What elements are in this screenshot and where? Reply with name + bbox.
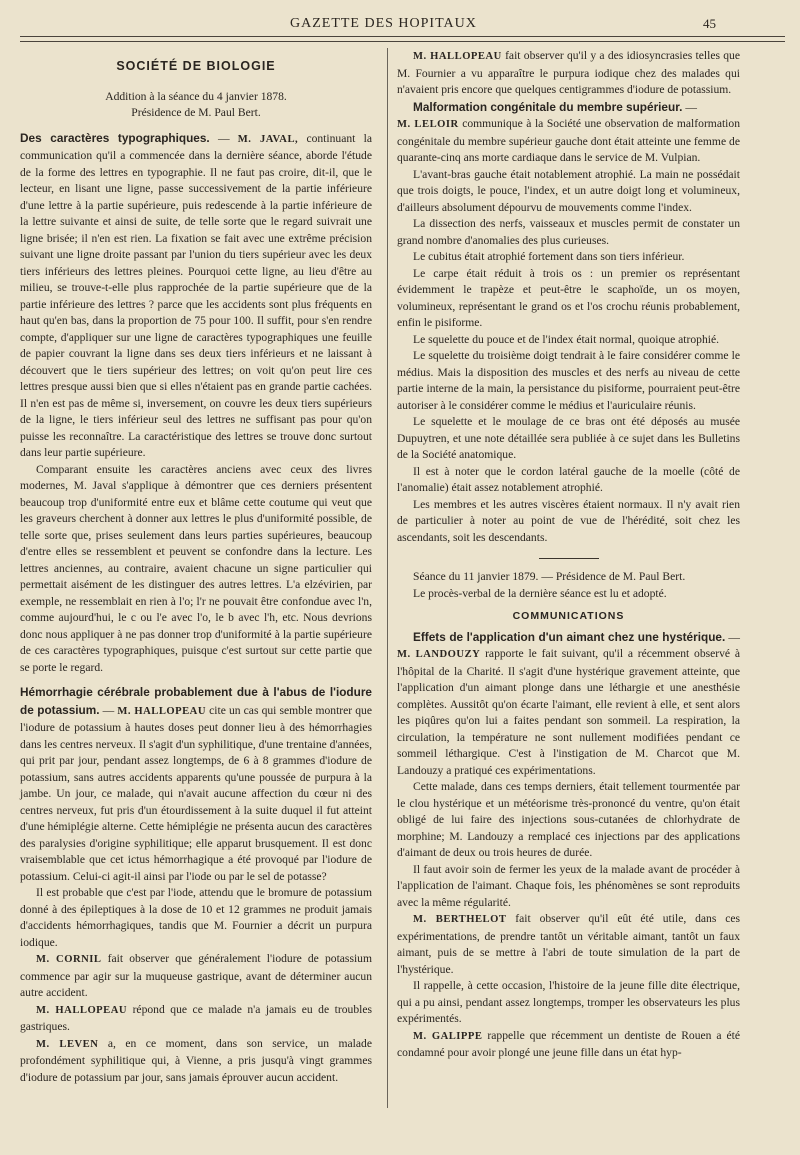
speaker-hallopeau: M. HALLOPEAU (117, 705, 206, 717)
section-title: SOCIÉTÉ DE BIOLOGIE (116, 59, 276, 73)
typo-paragraph-2: Comparant ensuite les caractères anciens avec ceux des livres modernes, M. Javal s'applique à démontrer que ces derniers présentent beaucoup trop d'uniformité entre eux et blâme cette coutume qui veut que les graveurs cherchent à donner aux lettres le plus d'uniformité possible, de telle sorte que, prises seulement dans leurs parties supérieures, beaucoup d'entre elles se ressemblent et peuvent se confondre dans la lecture. Les lettres anciennes, au contraire, avaient chacune un signe particulier qui permettait aisément de les distinguer des autres lettres. L'a elzévirien, par exemple, ne ressemblait en rien à l'o; l'r ne pouvait être confondue avec l'n, comme aujourd'hui, le c ou l'e avec l'o, le b avec l'h, etc. Nous devrions donc nous appliquer à ne pas donner trop d'uniformité à la partie supérieure de ces caractères typographiques, puisque c'est surtout sur cette partie que se porte le regard. (20, 462, 372, 674)
journal-title: GAZETTE DES HOPITAUX (290, 16, 477, 31)
hallopeau-reply (20, 1002, 372, 1036)
malformation-paragraph-3: La dissection des nerfs, vaisseaux et muscles permit de constater un grand nombre d'anomalies des plus curieuses. (397, 217, 740, 247)
aimant-heading-line: Effets de l'application d'un aimant chez une hystérique. — M. LANDOUZY rapporte le fait suivant, qu'il a récemment observé à l'hôpital de la Charité. Il s'agit d'une hystérique gravement atteinte, que l'application d'un aimant plonge dans une léthargie et une anesthésie complètes. Aussitôt qu'on écarte l'aimant, elle revient à elle, et sent alors les piqûres qu'on lui a faites pendant son sommeil. La respiration, la circulation, la température ne sont nullement modifiées pendant ce sommeil léthargique. C'est à l'instigation de M. Charcot que M. Landouzy a pratiqué ces expérimentations. (397, 629, 741, 777)
speaker-landouzy: M. LANDOUZY (397, 649, 481, 660)
speaker-berthelot: M. BERTHELOT (413, 914, 507, 925)
hemo-heading: Hémorrhagie cérébrale probablement due à l'abus de l'iodure de potassium. (20, 685, 372, 717)
section-separator (539, 558, 599, 559)
berthelot-remark (397, 911, 740, 978)
cornil-remark (20, 951, 372, 1002)
typo-paragraph-1: continuant la communication qu'il a commencée dans la dernière séance, aborde l'étude de la forme des lettres en typographie. Il ne faut pas croire, dit-il, que le lecteur, en lisant une ligne, passe successivement de la partie inférieure d'une lettre à la partie supérieure, puis redescende à la partie inférieure de la lettre suivante et ainsi de suite, de telle sorte que le regard suivrait une ligne brisée; il n'en est rien. La fixation se fait avec une extrême précision suivant une ligne droite passant par l'union du tiers supérieur avec les deux tiers inférieurs des lettres pleines. Pourquoi cette ligne, au lieu d'être au milieu, se trouve-t-elle plus rapprochée de la partie supérieure que de la partie inférieure des lettres ? parce que les accidents sont plus fréquents en haut qu'en bas, dans la proportion de 75 pour 100. Il suffit, pour s'en rendre compte, d'appliquer sur une ligne de caractères typographiques une feuille de papier couvrant la ligne dans ses deux tiers inférieurs et ne laissant à découvert que le tiers supérieur des lettres; on voit qu'on peut lire ces lettres presque aussi bien que si elles n'étaient pas en grande partie cachées. Il n'en est pas de même si, inversement, on couvre les deux tiers supérieurs de la ligne, le tiers inférieur seul des lettres ne suffisant pas pour qu'on puisse les reconnaître. La caractéristique des lettres se trouve donc surtout dans leur partie supérieure. (20, 131, 372, 459)
hallopeau-reply-text: répond que ce malade n'a jamais eu de troubles gastriques. (20, 1002, 372, 1033)
running-head (0, 10, 800, 38)
malformation-text-1: communique à la Société une observation de malformation congénitale du membre supérieur gauche dont était atteinte une femme de quarante-cinq ans morte cardiaque dans le service de M. Vulpian. (397, 117, 740, 164)
malformation-paragraph-9: Il est à noter que le cordon latéral gauche de la moelle (côté de l'anomalie) était assez notablement atrophié. (397, 464, 740, 494)
speaker-javal: M. JAVAL, (237, 133, 299, 145)
proces-verbal-line: Le procès-verbal de la dernière séance est lu et adopté. (413, 586, 667, 600)
galippe-text: rappelle que récemment un dentiste de Rouen a été condamné pour avoir plongé une jeune fille dans un état hyp- (397, 1028, 741, 1059)
article-typographie: Des caractères typographiques. — M. JAVAL, continuant la communication qu'il a commencée dans la dernière séance, aborde l'étude de la forme des lettres en typographie. Il ne faut pas croire, dit-il, que le lecteur, en lisant une ligne, passe successivement de la partie inférieure d'une lettre à la partie supérieure, puis redescende à la partie inférieure de la lettre suivante et ainsi de suite, de telle sorte que le regard suivrait une ligne brisée; il n'en est rien. La fixation se fait avec une extrême précision suivant une ligne droite passant par l'union du tiers supérieur avec les deux tiers inférieurs des lettres pleines. Pourquoi cette ligne, au lieu d'être au milieu, se trouve-t-elle plus rapprochée de la partie supérieure que de la partie inférieure des lettres ? parce que les accidents sont plus fréquents en haut qu'en bas, dans la proportion de 75 pour 100. Il suffit, pour s'en rendre compte, d'appliquer sur une ligne de caractères typographiques une feuille de papier couvrant la ligne dans ses deux tiers inférieurs et ne laissant à découvert que le tiers supérieur des lettres; on voit qu'on peut lire ces lettres presque aussi bien que si elles n'étaient pas en grande partie cachées. Il n'en est pas de même si, inversement, on couvre les deux tiers supérieurs de la ligne, le tiers inférieur seul des lettres ne suffisant pas pour qu'on puisse les reconnaître. La caractéristique des lettres se trouve donc surtout dans leur partie supérieure. (20, 130, 372, 459)
left-column (20, 48, 372, 1086)
malformation-heading-line: Malformation congénitale du membre supérieur. — (413, 99, 697, 114)
speaker-cornil: M. CORNIL (36, 954, 102, 965)
hallopeau-idiosyncrasies (397, 48, 740, 99)
malformation-paragraph-6: Le squelette du pouce et de l'index était normal, quoique atrophié. (413, 332, 720, 346)
malformation-paragraph-1 (397, 116, 740, 167)
typo-heading: Des caractères typographiques. (20, 130, 210, 145)
aimant-paragraph-3: Il faut avoir soin de fermer les yeux de la malade avant de procéder à l'application de l'aimant. Chaque fois, les phénomènes se sont reproduits avec la même régularité. (397, 862, 740, 909)
leven-remark (20, 1036, 372, 1087)
column-divider (387, 48, 388, 1108)
hallopeau-idiosyncrasies-text: fait observer qu'il y a des idiosyncrasies telles que M. Fournier a vu apparaître le purpura iodique chez des malades qui n'avaient pris encore que quelques centigrammes d'iodure de potassium. (397, 49, 741, 96)
hemo-paragraph-1: cite un cas qui semble montrer que l'iodure de potassium à hautes doses peut donner lieu à des hémorrhagies dans les centres nerveux. Il s'agit d'un syphilitique, d'une trentaine d'années, qui prit par jour, pendant assez longtemps, de 6 à 8 grammes d'iodure de potassium, sans autres accidents apparents qu'une poussée de purpura à la jambe. Un jour, ce malade, qui n'avait aucune affection du cœur ni des centres nerveux, fut pris d'un étourdissement à la suite duquel il fut atteint d'une hémiplégie alterne. Cette hémiplégie ne présenta aucun des caractères des paralysies d'origine syphilitique; elle apparut brusquement. Il est donc vraisemblable que cet ictus hémorrhagique a été provoqué par l'iodure de potassium. Celui-ci agit-il ainsi par l'iode ou par le sel de potasse? (20, 703, 373, 883)
speaker-galippe: M. GALIPPE (413, 1030, 483, 1042)
rappelle-paragraph: Il rappelle, à cette occasion, l'histoire de la jeune fille dite électrique, qui a pu ainsi, pendant assez longtemps, tromper les observateurs les plus expérimentés. (397, 979, 740, 1025)
seance-line: Séance du 11 janvier 1879. — Présidence de M. Paul Bert. (413, 570, 686, 583)
page-number: 45 (703, 16, 716, 31)
malformation-paragraph-10: Les membres et les autres viscères étaient normaux. Il n'y avait rien de particulier à noter au point de vue de l'hérédité, soit chez les ascendants, soit les descendants. (397, 497, 740, 544)
communications-heading: COMMUNICATIONS (512, 610, 625, 622)
malformation-paragraph-7: Le squelette du troisième doigt tendrait à le faire considérer comme le médius. Mais la disposition des muscles et des nerfs au niveau de cette partie interne de la main, la persistance du pisiforme, pourraient peut-être autoriser à le considérer comme le médius et l'auriculaire réunis. (397, 349, 740, 412)
header-rule-bottom (20, 41, 785, 42)
aimant-text-1: rapporte le fait suivant, qu'il a récemment observé à l'hôpital de la Charité. Il s'agit d'une hystérique gravement atteinte, que l'application d'un aimant plonge dans une léthargie et une anesthésie complètes. Aussitôt qu'on écarte l'aimant, elle revient à elle, et sent alors les piqûres qu'on lui a faites pendant son sommeil. La respiration, la circulation, la température ne sont nullement modifiées pendant ce sommeil léthargique. C'est à l'instigation de M. Charcot que M. Landouzy a pratiqué ces expérimentations. (397, 647, 740, 777)
malformation-paragraph-8: Le squelette et le moulage de ce bras ont été déposés au musée Dupuytren, et une note détaillée sera publiée à ce sujet dans les Bulletins de la Société anatomique. (397, 415, 740, 461)
berthelot-text: fait observer qu'il eût été utile, dans ces expérimentations, de prendre tantôt un véritable aimant, tantôt un faux aimant, puis de se mettre à l'abri de toute simulation de la part de l'hystérique. (397, 912, 741, 976)
header-rule-top (20, 36, 785, 37)
malformation-heading: Malformation congénitale du membre supérieur. (413, 99, 683, 114)
presidence-line: Présidence de M. Paul Bert. (131, 106, 261, 119)
article-hemorrhagie: Hémorrhagie cérébrale probablement due à l'abus de l'iodure de potassium. — M. HALLOPEAU cite un cas qui semble montrer que l'iodure de potassium à hautes doses peut donner lieu à des hémorrhagies dans les centres nerveux. Il s'agit d'un syphilitique, d'une trentaine d'années, qui prit par jour, pendant assez longtemps, de 6 à 8 grammes d'iodure de potassium, sans autres accidents apparents qu'une poussée de purpura à la jambe. Un jour, ce malade, qui n'avait aucune affection du cœur ni des centres nerveux, fut pris d'un étourdissement à la suite duquel il fut atteint d'une hémiplégie alterne. Cette hémiplégie ne présenta aucun des caractères des paralysies d'origine syphilitique; elle apparut brusquement. Il est donc vraisemblable que cet ictus hémorrhagique a été provoqué par l'iodure de potassium. Celui-ci agit-il ainsi par l'iode ou par le sel de potasse? (20, 685, 373, 883)
right-column (397, 48, 740, 1062)
malformation-paragraph-5: Le carpe était réduit à trois os : un premier os représentant évidemment le trapèze et peut-être le scaphoïde, un os moyen, volumineux, représentant le grand os et l'os crochu réunis probablement, enfin le pisiforme. (397, 266, 740, 329)
speaker-hallopeau-2: M. HALLOPEAU (36, 1004, 128, 1016)
addition-line: Addition à la séance du 4 janvier 1878. (105, 89, 287, 103)
aimant-heading: Effets de l'application d'un aimant chez une hystérique. (413, 629, 726, 644)
speaker-leloir: M. LELOIR (397, 119, 459, 130)
cornil-text: fait observer que généralement l'iodure de potassium commence par agir sur la muqueuse gastrique, avant de déterminer aucun autre accident. (20, 952, 372, 999)
speaker-leven: M. LEVEN (36, 1038, 99, 1050)
leven-text: a, en ce moment, dans son service, un malade profondément syphilitique qui, à Vienne, a pris jusqu'à vingt grammes d'iodure de potassium par jour, sans jamais éprouver aucun accident. (20, 1036, 372, 1084)
malformation-paragraph-4: Le cubitus était atrophié fortement dans son tiers inférieur. (413, 250, 685, 263)
aimant-paragraph-2: Cette malade, dans ces temps derniers, était tellement tourmentée par le clou hystérique et un météorisme très-prononcé du ventre, qu'on était obligé de lui faire des injections sous-cutanées de chlorhydrate de morphine; M. Landouzy a remplacé ces injections par des applications d'aimant de deux ou trois heures de durée. (397, 780, 740, 859)
galippe-remark (397, 1028, 740, 1062)
malformation-paragraph-2: L'avant-bras gauche était notablement atrophié. La main ne possédait que trois doigts, le pouce, l'index, et un autre doigt long et volumineux, d'ailleurs absolument dépourvu de mouvements comme l'index. (397, 167, 740, 214)
speaker-hallopeau-3: M. HALLOPEAU (413, 51, 502, 62)
hemo-paragraph-2: Il est probable que c'est par l'iode, attendu que le bromure de potassium donné à des épileptiques à la dose de 10 et 12 grammes ne produit jamais d'accidents hémorrhagiques, tandis que M. Fournier a décrit un purpura iodique. (20, 886, 372, 949)
